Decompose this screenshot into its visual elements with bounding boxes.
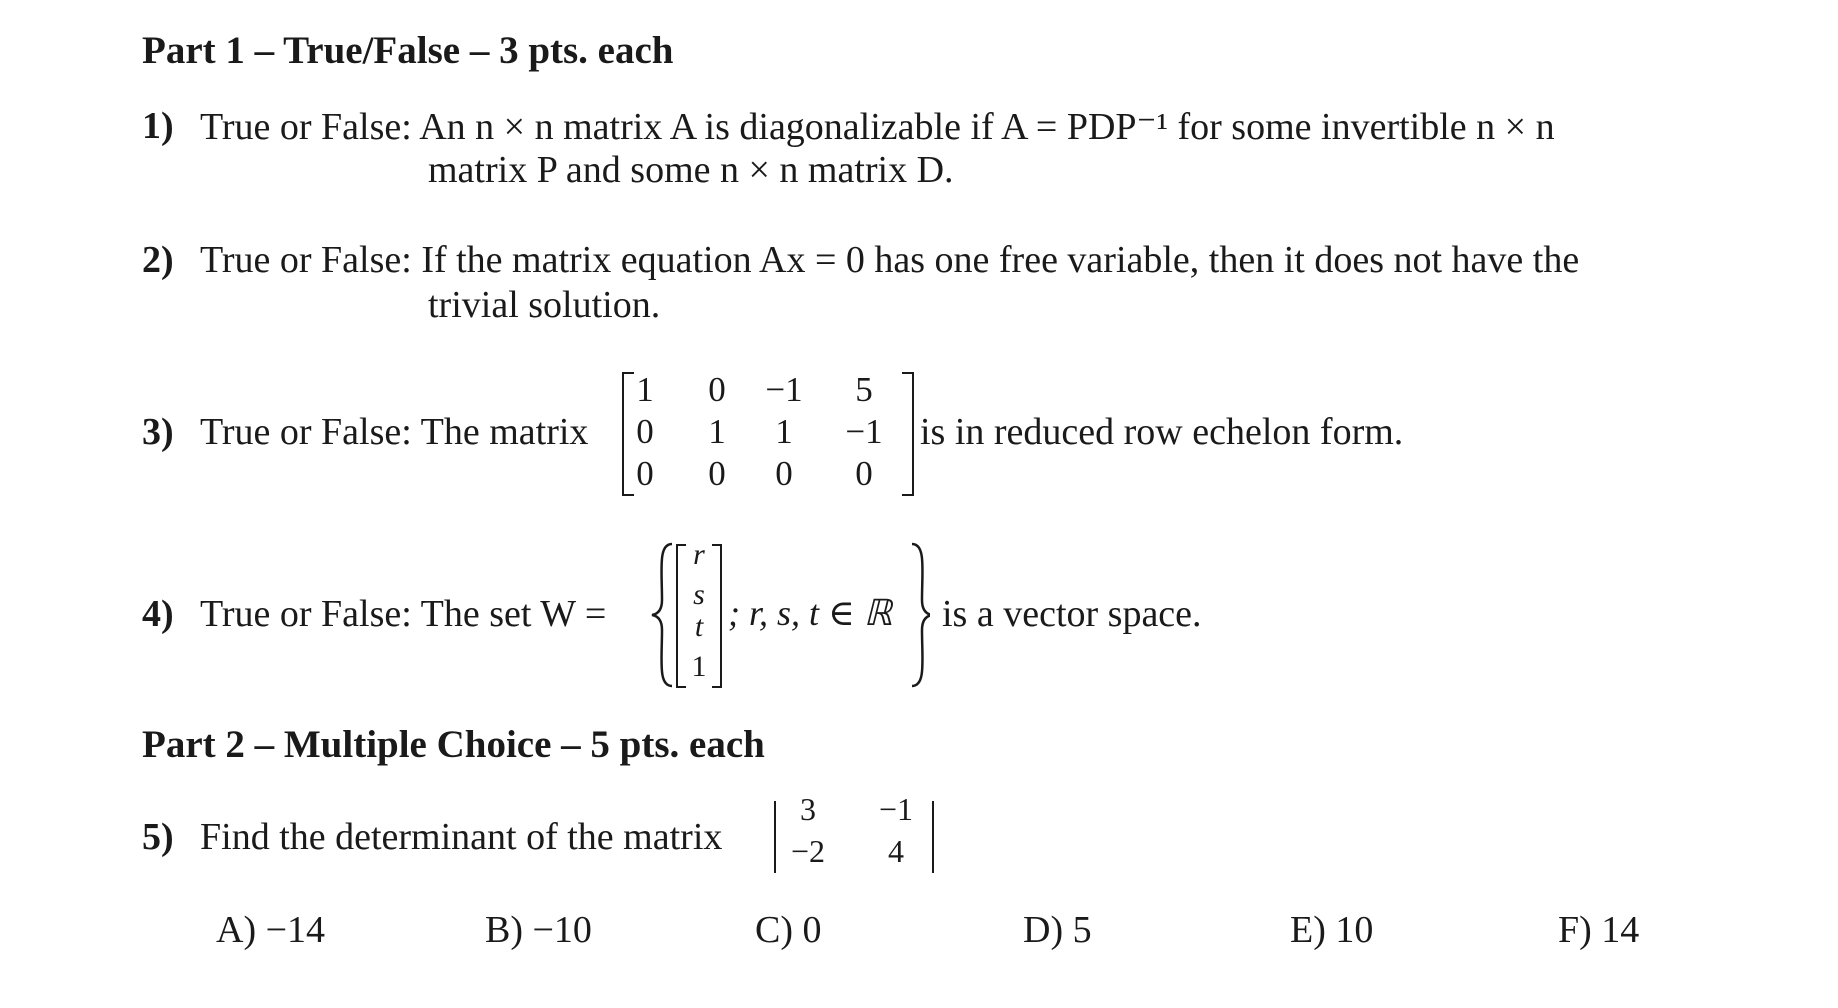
q4-set-braces bbox=[650, 540, 930, 690]
q4-number: 4) bbox=[142, 593, 174, 635]
vector-entry: t bbox=[694, 610, 704, 643]
q5-determinant-matrix bbox=[772, 791, 936, 877]
vector-left-bracket bbox=[676, 544, 686, 688]
matrix-cell: −1 bbox=[765, 370, 803, 409]
matrix-cell: 4 bbox=[888, 833, 904, 869]
right-brace bbox=[912, 544, 930, 686]
q2-number: 2) bbox=[142, 239, 174, 281]
vector-entry: r bbox=[693, 538, 705, 571]
q3-number: 3) bbox=[142, 411, 174, 453]
matrix-cell: 1 bbox=[708, 412, 726, 451]
matrix-cell: 1 bbox=[636, 370, 654, 409]
matrix-cell: 1 bbox=[775, 412, 793, 451]
q4-condition: ; r, s, t ∈ ℝ bbox=[728, 593, 893, 633]
q3-text-prefix: True or False: The matrix bbox=[200, 411, 589, 453]
matrix-cell: 0 bbox=[636, 412, 654, 451]
q3-matrix bbox=[622, 370, 914, 496]
matrix-cell: −1 bbox=[878, 791, 914, 827]
matrix-cell: −1 bbox=[845, 412, 883, 451]
matrix-cell: 5 bbox=[855, 370, 873, 409]
choice-a[interactable]: A) −14 bbox=[216, 909, 326, 951]
choice-d[interactable]: D) 5 bbox=[1023, 909, 1092, 951]
q1-text-line2: matrix P and some n × n matrix D. bbox=[428, 149, 954, 191]
matrix-cell: 0 bbox=[855, 454, 873, 493]
q4-text-suffix: is a vector space. bbox=[942, 593, 1202, 635]
matrix-cell: 3 bbox=[800, 791, 816, 827]
q1-text-line1: True or False: An n × n matrix A is diagonalizable if A = PDP⁻¹ for some invertible n × n bbox=[200, 106, 1555, 148]
vector-entry: 1 bbox=[691, 650, 707, 683]
vector-right-bracket bbox=[712, 544, 722, 688]
q2-text-line1: True or False: If the matrix equation Ax = 0 has one free variable, then it does not have the bbox=[200, 239, 1580, 281]
choice-f[interactable]: F) 14 bbox=[1558, 909, 1640, 951]
matrix-cell: 0 bbox=[708, 454, 726, 493]
left-bar bbox=[774, 801, 776, 873]
q1-number: 1) bbox=[142, 105, 174, 147]
part1-heading: Part 1 – True/False – 3 pts. each bbox=[142, 29, 674, 72]
matrix-cell: 0 bbox=[708, 370, 726, 409]
q4-text-prefix: True or False: The set W = bbox=[200, 593, 607, 635]
q5-number: 5) bbox=[142, 816, 174, 858]
choice-b[interactable]: B) −10 bbox=[485, 909, 592, 951]
q5-text-prefix: Find the determinant of the matrix bbox=[200, 816, 723, 858]
matrix-cell: 0 bbox=[636, 454, 654, 493]
matrix-cell: −2 bbox=[790, 833, 826, 869]
vector-entry: s bbox=[693, 578, 705, 611]
choice-c[interactable]: C) 0 bbox=[755, 909, 822, 951]
right-bracket bbox=[902, 372, 914, 496]
left-brace bbox=[652, 544, 672, 686]
choice-e[interactable]: E) 10 bbox=[1290, 909, 1374, 951]
q3-text-suffix: is in reduced row echelon form. bbox=[920, 411, 1404, 453]
right-bar bbox=[932, 801, 934, 873]
matrix-cell: 0 bbox=[775, 454, 793, 493]
q2-text-line2: trivial solution. bbox=[428, 284, 661, 326]
part2-heading: Part 2 – Multiple Choice – 5 pts. each bbox=[142, 723, 765, 766]
